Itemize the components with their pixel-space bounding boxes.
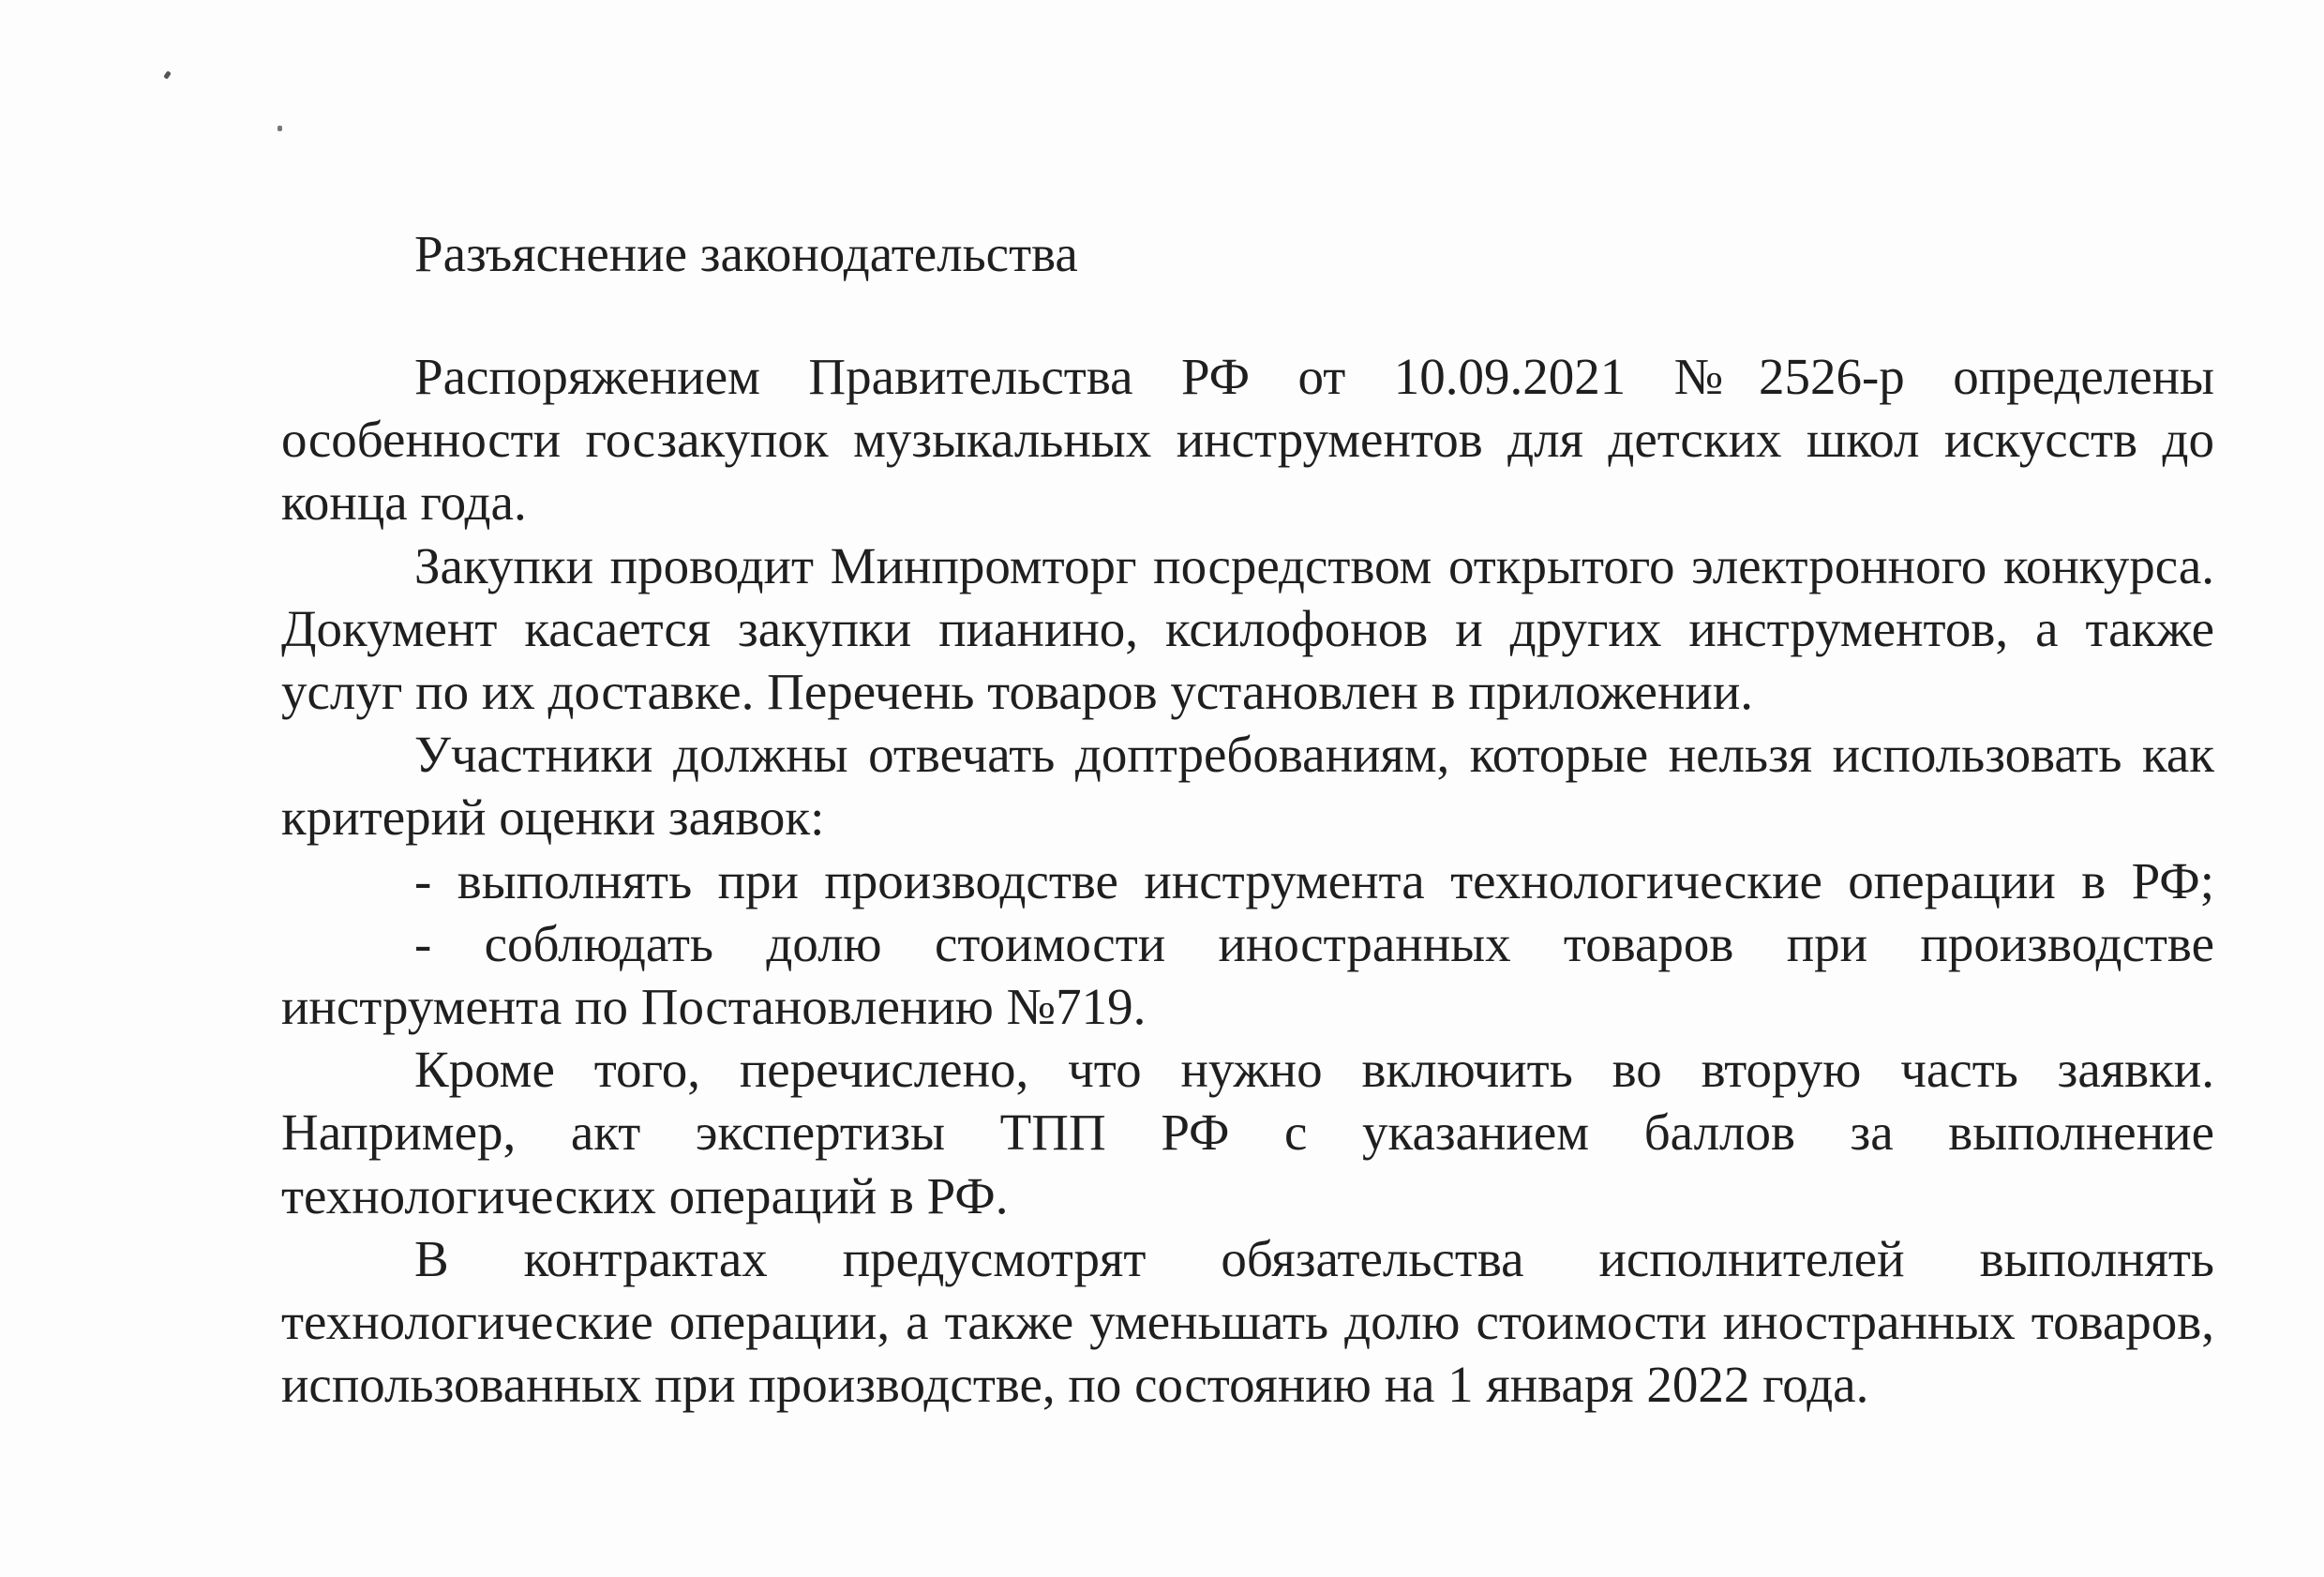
paragraph-application: Кроме того, перечислено, что нужно включить во вторую часть заявки. Например, акт экспертизы ТПП РФ с указанием баллов за выполнение технологических операций в РФ. xyxy=(281,1041,2214,1224)
requirement-item-2: - соблюдать долю стоимости иностранных товаров при производстве инструмента по Постановлению №719. xyxy=(281,914,2214,1036)
paragraph-contracts: В контрактах предусмотрят обязательства исполнителей выполнять технологические операции, а также уменьшать долю стоимости иностранных товаров, использованных при производстве, по состоянию на 1 января 2022 года. xyxy=(281,1229,2214,1414)
requirement-item-1: - выполнять при производстве инструмента технологические операции в РФ; xyxy=(414,851,2214,909)
paragraph-requirements: Участники должны отвечать доптребованиям, которые нельзя использовать как критерий оценки заявок: xyxy=(281,726,2214,847)
document-body xyxy=(281,345,2214,1416)
document-title: Разъяснение законодательства xyxy=(414,225,1078,282)
paragraph-decree: Распоряжением Правительства РФ от 10.09.2021 №2526-р определены особенности госзакупок музыкальных инструментов для детских школ искусств до конца года. xyxy=(281,348,2214,532)
paragraph-procurement: Закупки проводит Минпромторг посредством открытого электронного конкурса. Документ касается закупки пианино, ксилофонов и других инструментов, а также услуг по их доставке. Перечень товаров установлен в приложении. xyxy=(281,536,2214,721)
scan-speck xyxy=(163,70,172,79)
scan-speck xyxy=(277,126,282,131)
